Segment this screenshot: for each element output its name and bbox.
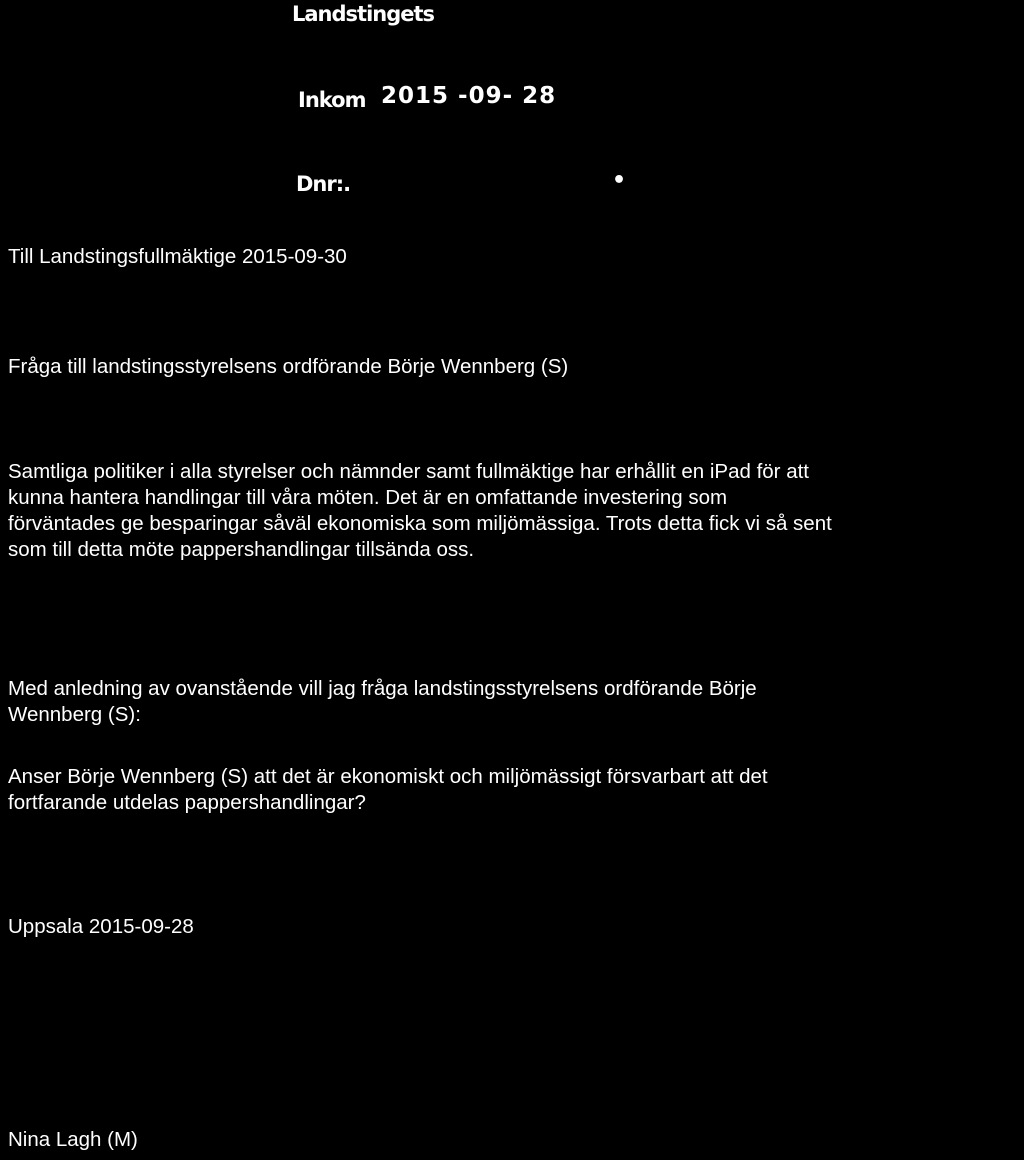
subject-line: Fråga till landstingsstyrelsens ordförande Börje Wennberg (S) [8, 355, 569, 378]
question-line: fortfarande utdelas pappershandlingar? [8, 791, 366, 814]
question-paragraph [8, 764, 1018, 816]
stamp-inkom-date: 2015 -09- 28 [381, 83, 557, 109]
question-line: Anser Börje Wennberg (S) att det är ekonomiskt och miljömässigt försvarbart att det [8, 765, 768, 788]
body-line: kunna hantera handlingar till våra möten. Det är en omfattande investering som [8, 486, 728, 509]
recipient-line: Till Landstingsfullmäktige 2015-09-30 [8, 245, 347, 268]
stamp-dot: • [612, 168, 626, 193]
body-line: Samtliga politiker i alla styrelser och nämnder samt fullmäktige har erhållit en iPad för att [8, 460, 809, 483]
intro-line: Wennberg (S): [8, 703, 141, 726]
signature: Nina Lagh (M) [8, 1128, 138, 1151]
stamp-dnr: Dnr:. [296, 172, 351, 196]
place-date: Uppsala 2015-09-28 [8, 915, 194, 938]
body-paragraph [8, 459, 1018, 563]
stamp-header: Landstingets [292, 2, 435, 26]
intro-paragraph [8, 676, 1018, 728]
intro-line: Med anledning av ovanstående vill jag fråga landstingsstyrelsens ordförande Börje [8, 677, 757, 700]
body-line: förväntades ge besparingar såväl ekonomiska som miljömässiga. Trots detta fick vi så sent [8, 512, 832, 535]
body-line: som till detta möte pappershandlingar tillsända oss. [8, 538, 475, 561]
stamp-inkom-label: Inkom [298, 88, 366, 112]
